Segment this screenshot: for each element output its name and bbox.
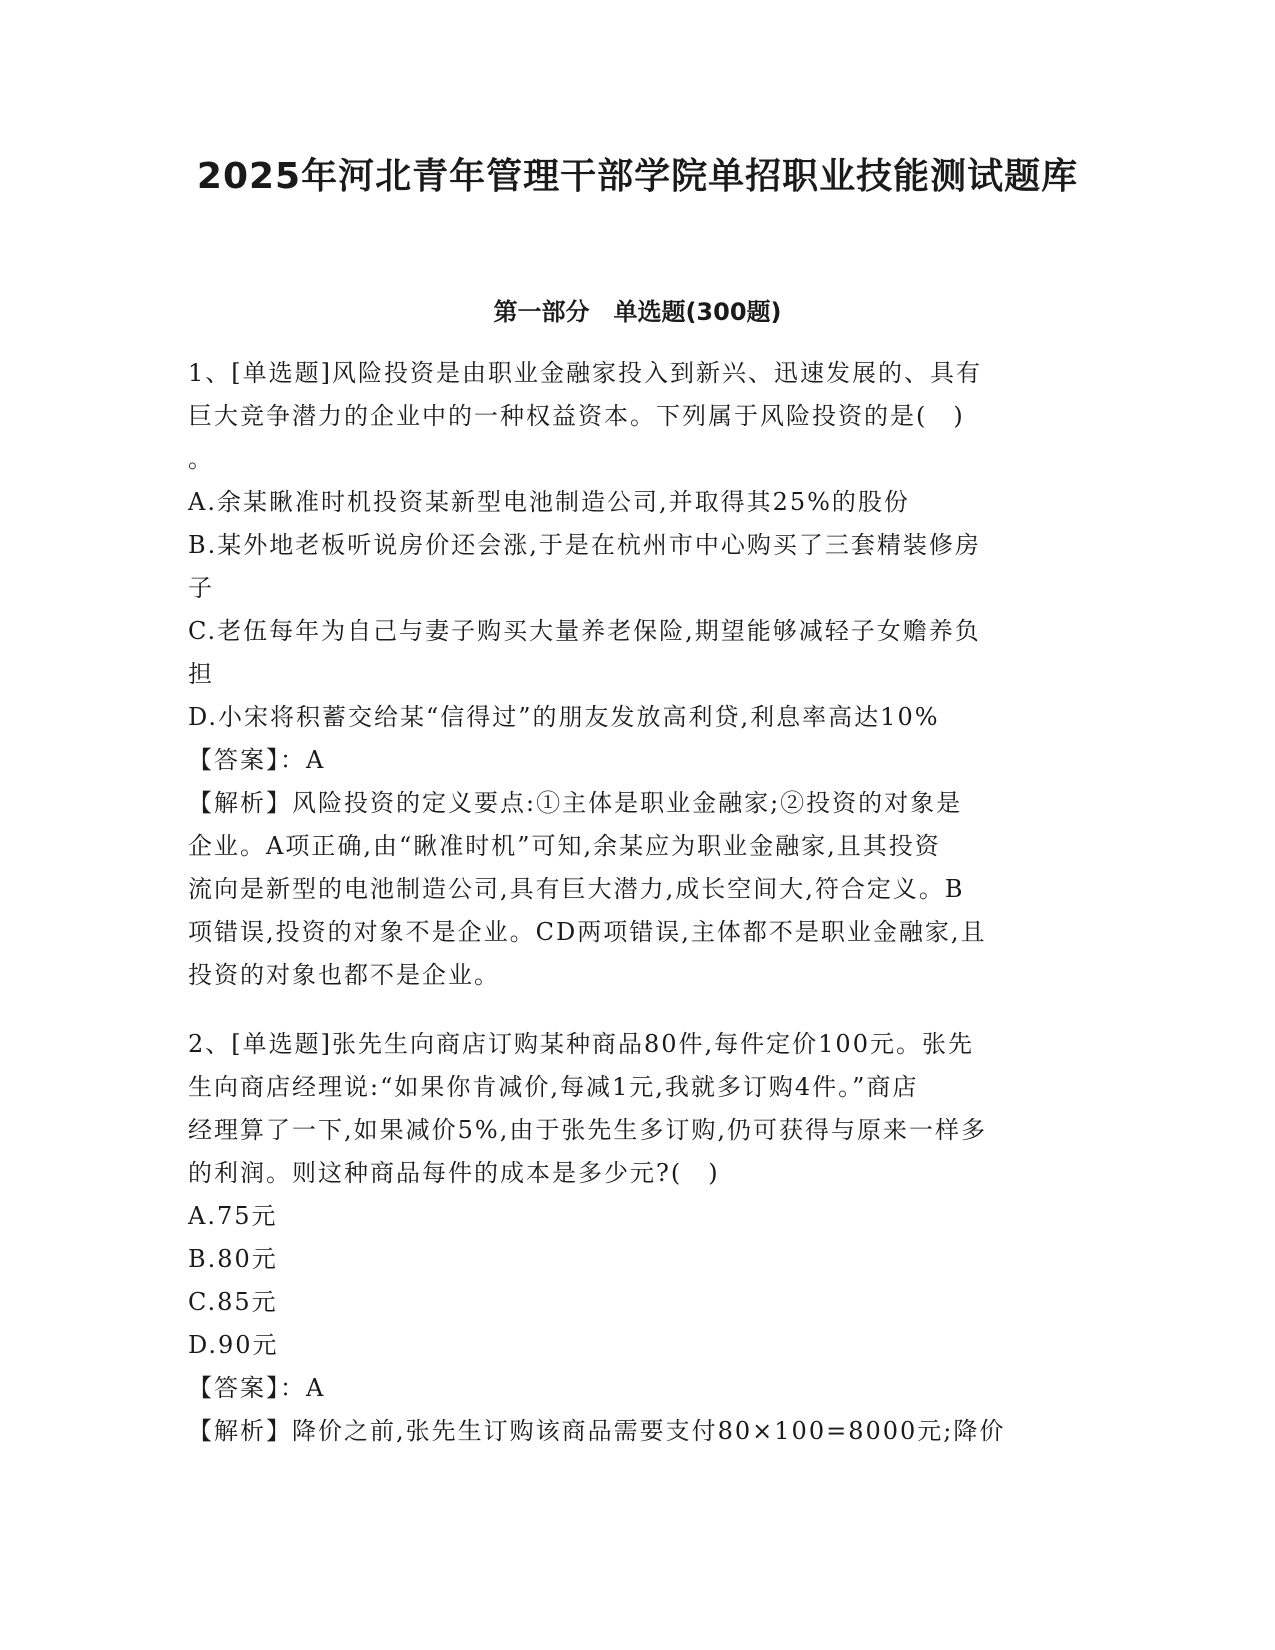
- option-line: D.90元: [188, 1331, 279, 1359]
- option-line: B.某外地老板听说房价还会涨,于是在杭州市中心购买了三套精装修房: [188, 531, 981, 559]
- option-line: D.小宋将积蓄交给某“信得过”的朋友发放高利贷,利息率高达10%: [188, 703, 940, 731]
- option-line: 子: [188, 574, 214, 602]
- option-line: A.75元: [188, 1202, 278, 1230]
- question-2: [188, 1023, 1088, 1453]
- stem-line: 巨大竞争潜力的企业中的一种权益资本。下列属于风险投资的是( ): [188, 402, 965, 430]
- section-heading: 第一部分 单选题(300题): [493, 298, 782, 326]
- stem-line: 的利润。则这种商品每件的成本是多少元?( ): [188, 1159, 720, 1187]
- analysis-line: 【解析】降价之前,张先生订购该商品需要支付80×100=8000元;降价: [188, 1417, 1006, 1445]
- option-b: [188, 524, 1088, 610]
- option-a: [188, 481, 1088, 524]
- option-b: [188, 1238, 1088, 1281]
- option-line: 担: [188, 660, 214, 688]
- analysis: [188, 1410, 1088, 1453]
- option-c: [188, 610, 1088, 696]
- option-d: [188, 1324, 1088, 1367]
- analysis: [188, 782, 1088, 997]
- analysis-line: 【解析】风险投资的定义要点:①主体是职业金融家;②投资的对象是: [188, 789, 963, 817]
- option-c: [188, 1281, 1088, 1324]
- question-1: [188, 352, 1088, 997]
- option-a: [188, 1195, 1088, 1238]
- stem-line: 2、[单选题]张先生向商店订购某种商品80件,每件定价100元。张先: [188, 1030, 974, 1058]
- question-stem: [188, 1023, 1088, 1195]
- answer: 【答案】：A: [188, 1374, 326, 1402]
- option-line: A.余某瞅准时机投资某新型电池制造公司,并取得其25%的股份: [188, 488, 910, 516]
- stem-line: 。: [188, 445, 214, 473]
- stem-line: 生向商店经理说:“如果你肯减价,每减1元,我就多订购4件。”商店: [188, 1073, 919, 1101]
- option-line: B.80元: [188, 1245, 278, 1273]
- analysis-line: 投资的对象也都不是企业。: [188, 961, 500, 989]
- stem-line: 经理算了一下,如果减价5%,由于张先生多订购,仍可获得与原来一样多: [188, 1116, 987, 1144]
- stem-line: 1、[单选题]风险投资是由职业金融家投入到新兴、迅速发展的、具有: [188, 359, 982, 387]
- document-title: 2025年河北青年管理干部学院单招职业技能测试题库: [196, 156, 1079, 197]
- analysis-line: 企业。A项正确,由“瞅准时机”可知,余某应为职业金融家,且其投资: [188, 832, 941, 860]
- analysis-line: 流向是新型的电池制造公司,具有巨大潜力,成长空间大,符合定义。B: [188, 875, 965, 903]
- option-line: C.85元: [188, 1288, 278, 1316]
- option-line: C.老伍每年为自己与妻子购买大量养老保险,期望能够减轻子女赡养负: [188, 617, 981, 645]
- option-d: [188, 696, 1088, 739]
- answer: 【答案】：A: [188, 746, 326, 774]
- question-list: [188, 352, 1088, 1479]
- question-stem: [188, 352, 1088, 481]
- analysis-line: 项错误,投资的对象不是企业。CD两项错误,主体都不是职业金融家,且: [188, 918, 987, 946]
